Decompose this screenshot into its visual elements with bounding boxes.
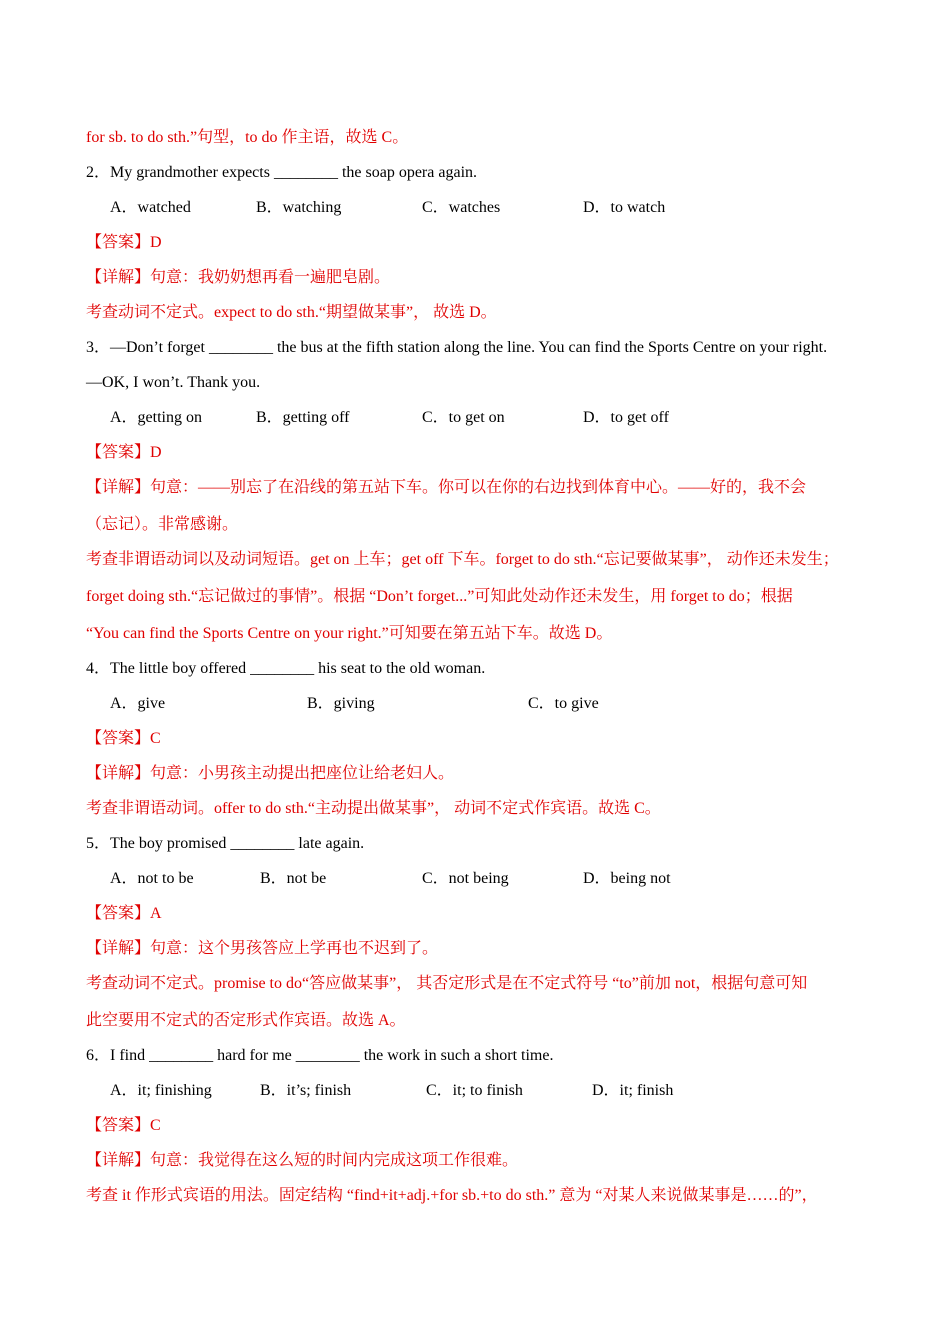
q4-explain-line: 考查非谓语动词。offer to do sth.“主动提出做某事”， 动词不定式作宾语。故选 C。 (86, 800, 661, 817)
q2-option-d: D．to watch (583, 199, 666, 216)
q6-options (0, 1081, 950, 1101)
q4-detail: 【详解】句意：小男孩主动提出把座位让给老妇人。 (86, 765, 455, 782)
q4-answer: 【答案】C (86, 730, 161, 747)
q6-answer: 【答案】C (86, 1117, 161, 1134)
q5-option-c: C．not being (422, 870, 509, 887)
q3-answer: 【答案】D (86, 444, 162, 461)
q5-option-b: B．not be (260, 870, 327, 887)
q5-option-a: A．not to be (110, 870, 194, 887)
question-6: 6．I find ________ hard for me ________ the work in such a short time. (86, 1047, 554, 1064)
q2-options (0, 198, 950, 218)
q3-options (0, 408, 950, 428)
question-4: 4．The little boy offered ________ his seat to the old woman. (86, 660, 486, 677)
question-2: 2．My grandmother expects ________ the soap opera again. (86, 164, 478, 181)
q3-option-d: D．to get off (583, 409, 669, 426)
q2-option-c: C．watches (422, 199, 501, 216)
q2-detail: 【详解】句意：我奶奶想再看一遍肥皂剧。 (86, 269, 391, 286)
q5-detail: 【详解】句意：这个男孩答应上学再也不迟到了。 (86, 940, 439, 957)
q3-option-b: B．getting off (256, 409, 350, 426)
q5-explain-line: 考查动词不定式。promise to do“答应做某事”， 其否定形式是在不定式符号 “to”前加 not，根据句意可知 (86, 975, 808, 992)
q6-option-c: C．it; to finish (426, 1082, 523, 1099)
q3-explain-line: “You can find the Sports Centre on your right.”可知要在第五站下车。故选 D。 (86, 625, 613, 642)
q6-option-d: D．it; finish (592, 1082, 674, 1099)
q2-explain-line: 考查动词不定式。expect to do sth.“期望做某事”， 故选 D。 (86, 304, 497, 321)
question-5: 5．The boy promised ________ late again. (86, 835, 365, 852)
q4-options (0, 694, 950, 714)
q3-explain-line: 考查非谓语动词以及动词短语。get on 上车；get off 下车。forget to do sth.“忘记要做某事”， 动作还未发生； (86, 551, 839, 568)
q4-option-c: C．to give (528, 695, 599, 712)
top-note: for sb. to do sth.”句型，to do 作主语，故选 C。 (86, 129, 409, 146)
q2-answer: 【答案】D (86, 234, 162, 251)
q6-detail: 【详解】句意：我觉得在这么短的时间内完成这项工作很难。 (86, 1152, 519, 1169)
q3-option-a: A．getting on (110, 409, 202, 426)
q3-detail-line: 【详解】句意：——别忘了在沿线的第五站下车。你可以在你的右边找到体育中心。——好的，我不会 (86, 479, 807, 496)
q6-option-a: A．it; finishing (110, 1082, 212, 1099)
q4-option-b: B．giving (307, 695, 375, 712)
q5-option-d: D．being not (583, 870, 671, 887)
q5-options (0, 869, 950, 889)
q2-option-a: A．watched (110, 199, 191, 216)
q5-explain-line: 此空要用不定式的否定形式作宾语。故选 A。 (86, 1012, 406, 1029)
q2-option-b: B．watching (256, 199, 342, 216)
question-3: 3．—Don’t forget ________ the bus at the fifth station along the line. You can find the Sports Centre on your right. (86, 339, 828, 356)
q6-explain-line: 考查 it 作形式宾语的用法。固定结构 “find+it+adj.+for sb.+to do sth.” 意为 “对某人来说做某事是……的”， (86, 1187, 818, 1204)
question-3-reply: —OK, I won’t. Thank you. (86, 374, 261, 391)
q4-option-a: A．give (110, 695, 166, 712)
q6-option-b: B．it’s; finish (260, 1082, 352, 1099)
q3-option-c: C．to get on (422, 409, 505, 426)
q5-answer: 【答案】A (86, 905, 162, 922)
q3-detail-line: （忘记）。非常感谢。 (86, 516, 239, 533)
q3-explain-line: forget doing sth.“忘记做过的事情”。根据 “Don’t forget...”可知此处动作还未发生，用 forget to do；根据 (86, 588, 793, 605)
